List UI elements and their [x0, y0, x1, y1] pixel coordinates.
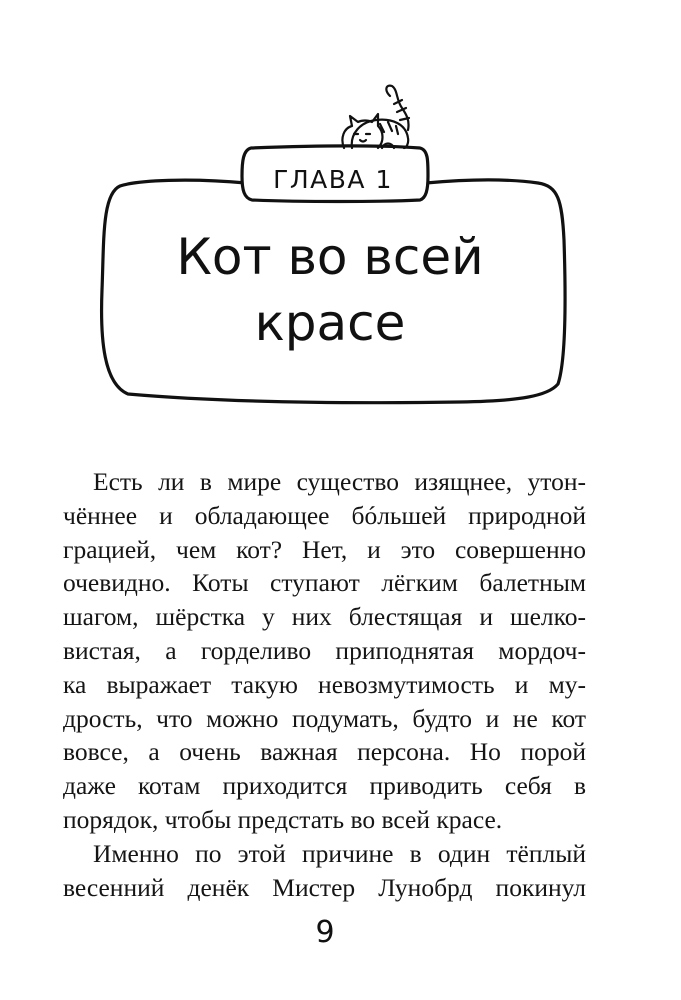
cat-icon [342, 86, 409, 148]
page-number: 9 [315, 915, 335, 950]
text-line: дрость, что можно подумать, будто и не кот [63, 703, 586, 733]
text-line: вистая, а горделиво приподнятая мордоч- [63, 635, 586, 665]
text-line: весенний денёк Мистер Лунобрд покинул [63, 872, 586, 902]
chapter-heading-frame [0, 0, 681, 440]
chapter-title-line: Кот во всей [176, 228, 484, 286]
chapter-title [110, 224, 550, 356]
text-line: грацией, чем кот? Нет, и это совершенно [63, 534, 586, 564]
text-line: Именно по этой причине в один тёплый [93, 838, 586, 868]
text-line: ка выражает такую невозмутимость и му- [63, 669, 586, 699]
text-line: шагом, шёрстка у них блестящая и шелко- [63, 602, 586, 632]
text-line: даже котам приходится приводить себя в [63, 771, 586, 801]
text-line: вовсе, а очень важная персона. Но порой [63, 737, 586, 767]
text-line: очевидно. Коты ступают лёгким балетным [63, 568, 586, 598]
text-line: порядок, чтобы предстать во всей красе. [63, 804, 503, 834]
text-line: чённее и обладающее бóльшей природной [63, 500, 586, 530]
text-line: Есть ли в мире существо изящнее, утон- [93, 467, 586, 496]
chapter-label: ГЛАВА 1 [273, 165, 393, 194]
chapter-body-text [63, 465, 586, 904]
chapter-title-line: красе [254, 294, 406, 352]
